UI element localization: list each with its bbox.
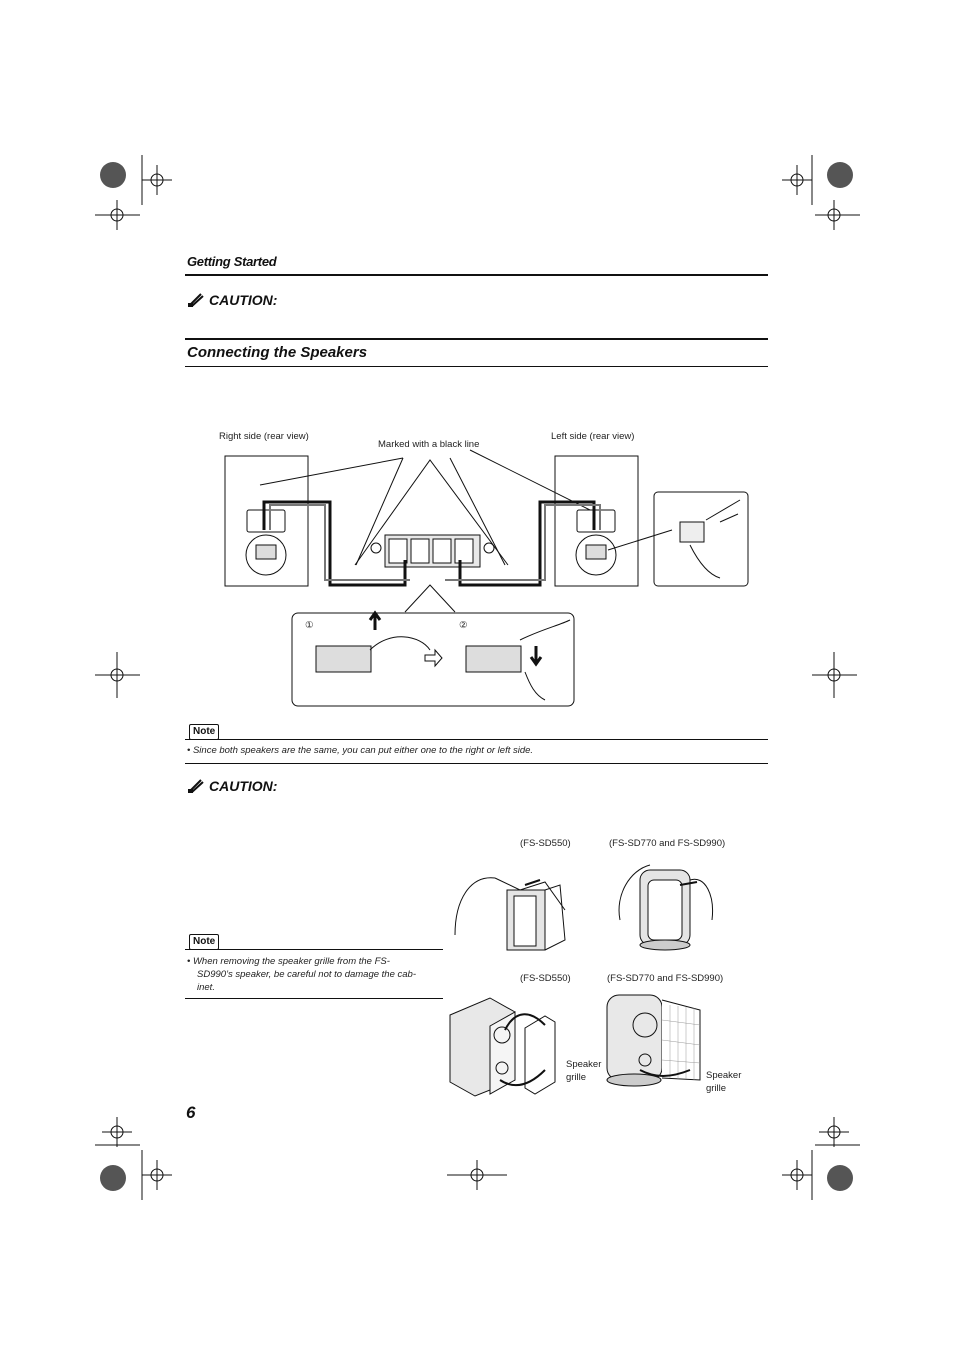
- caution-label: CAUTION:: [209, 778, 278, 794]
- grille-label-1-line-1: Speaker: [566, 1059, 602, 1070]
- section-bottom-rule: [185, 366, 768, 367]
- note2-line-1: • When removing the speaker grille from the FS-: [187, 956, 390, 967]
- fs-sd550-label-top: (FS-SD550): [520, 838, 571, 849]
- marked-line-label: Marked with a black line: [378, 439, 480, 450]
- fs-sd550-label-bottom: (FS-SD550): [520, 973, 571, 984]
- grille-label-1-line-2: grille: [566, 1072, 587, 1083]
- step-one-marker: ①: [305, 620, 314, 631]
- note-badge-2: Note: [189, 934, 219, 950]
- note-badge: Note: [189, 724, 219, 740]
- note2-line-2: SD990’s speaker, be careful not to damage the cab-: [197, 969, 416, 980]
- page-number: 6: [186, 1103, 196, 1122]
- note-bottom-rule: [185, 763, 768, 764]
- section-title: Connecting the Speakers: [187, 344, 368, 361]
- note-text: • Since both speakers are the same, you can put either one to the right or left side.: [187, 745, 534, 756]
- speaker-grille-diagram: [0, 850, 954, 1110]
- grille-label-2-line-2: grille: [706, 1083, 727, 1094]
- caution-label: CAUTION:: [209, 292, 278, 308]
- note-top-rule: [185, 739, 768, 740]
- step-two-marker: ②: [459, 620, 468, 631]
- section-top-rule: [185, 338, 768, 340]
- left-side-label: Left side (rear view): [551, 431, 635, 442]
- caution-heading: [187, 292, 277, 308]
- right-side-label: Right side (rear view): [219, 431, 309, 442]
- caution-heading-2: [187, 778, 277, 794]
- grille-label-2-line-1: Speaker: [706, 1070, 742, 1081]
- caution-icon: [187, 292, 205, 308]
- note2-line-3: inet.: [197, 982, 215, 993]
- section-header: Getting Started: [187, 254, 277, 269]
- speaker-connection-diagram: [0, 450, 954, 750]
- caution-icon: [187, 778, 205, 794]
- fs-sd770-990-label-bottom: (FS-SD770 and FS-SD990): [607, 973, 724, 984]
- fs-sd770-990-label-top: (FS-SD770 and FS-SD990): [609, 838, 726, 849]
- header-rule: [185, 274, 768, 276]
